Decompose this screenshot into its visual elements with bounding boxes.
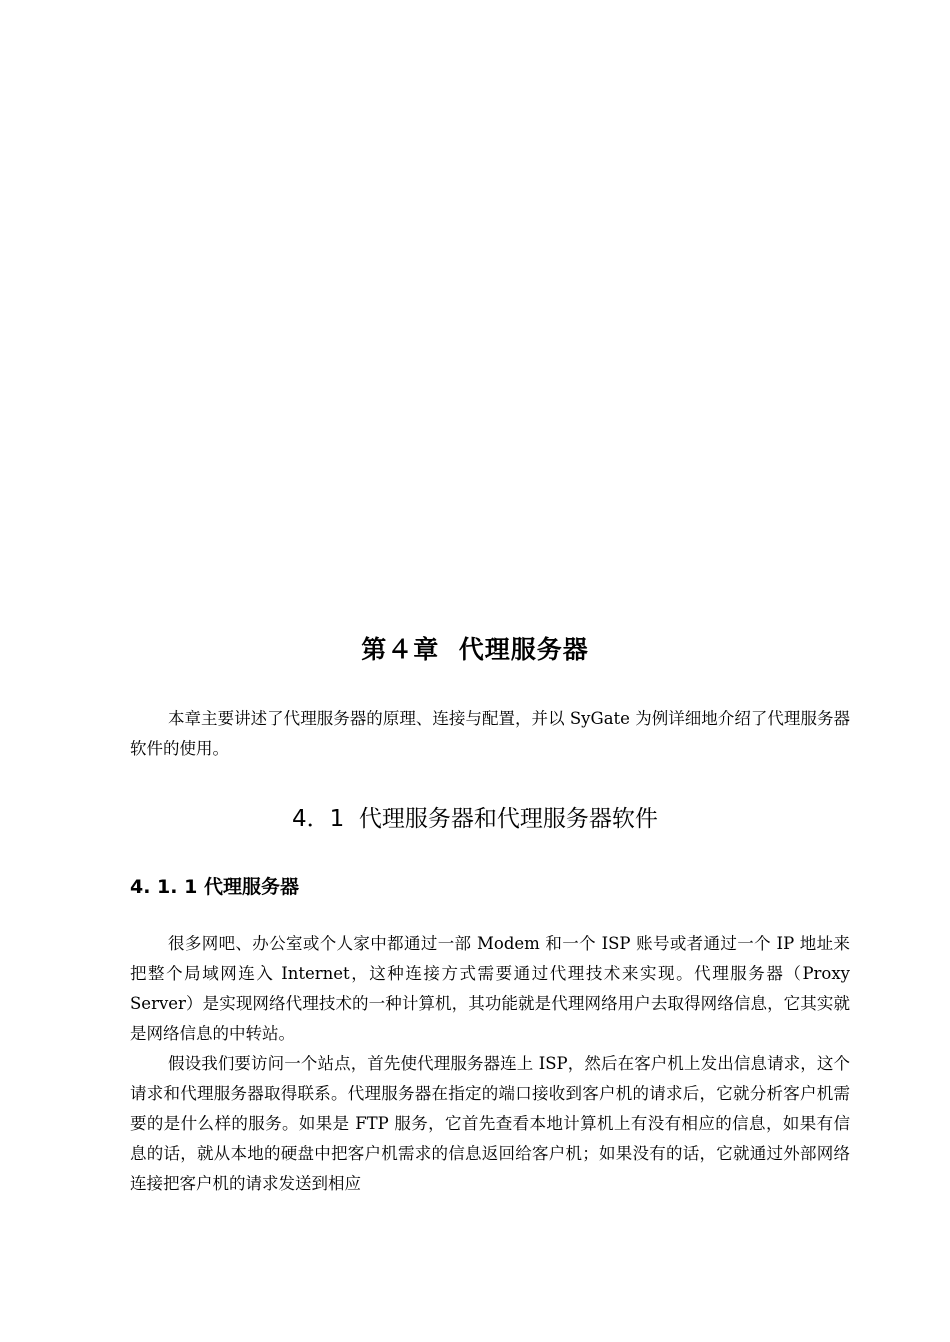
section-title: 4．1 代理服务器和代理服务器软件 (292, 806, 658, 832)
body-text (130, 929, 850, 1199)
chapter-title: 第４章 代理服务器 (361, 635, 589, 664)
subsection-title: 4. 1. 1 代理服务器 (130, 876, 299, 898)
body-paragraph: 很多网吧、办公室或个人家中都通过一部 Modem 和一个 ISP 账号或者通过一个 IP 地址来把整个局域网连入 Internet，这种连接方式需要通过代理技术来实现。代理服务器（Proxy Server）是实现网络代理技术的一种计算机，其功能就是代理网络用户去取得网络信息，它其实就是网络信息的中转站。 (130, 934, 850, 1043)
body-paragraph: 假设我们要访问一个站点，首先使代理服务器连上 ISP，然后在客户机上发出信息请求，这个请求和代理服务器取得联系。代理服务器在指定的端口接收到客户机的请求后，它就分析客户机需要的是什么样的服务。如果是 FTP 服务，它首先查看本地计算机上有没有相应的信息，如果有信息的话，就从本地的硬盘中把客户机需求的信息返回给客户机；如果没有的话，它就通过外部网络连接把客户机的请求发送到相应 (130, 1054, 850, 1193)
chapter-intro-paragraph: 本章主要讲述了代理服务器的原理、连接与配置，并以 SyGate 为例详细地介绍了代理服务器软件的使用。 (130, 709, 850, 758)
